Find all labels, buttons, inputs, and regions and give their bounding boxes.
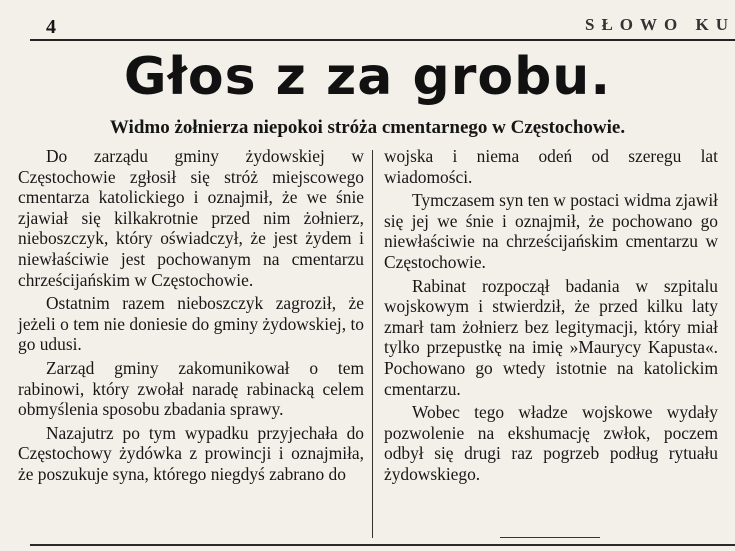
paragraph: Do zarządu gminy żydowskiej w Częstochowie zgłosił się stróż miejscowego cmentarza katolickiego i oznajmił, że we śnie zjawiał się kilkakrotnie przed nim żołnierz, nieboszczyk, który oświadczył, że jest żydem i niewłaściwie jest pochowanym na cmentarzu chrześcijańskim w Częstochowie. [18, 146, 364, 290]
column-divider [372, 150, 373, 538]
paragraph: Rabinat rozpoczął badania w szpitalu wojskowym i stwierdził, że przed kilku laty zmarł tam żołnierz bez legitymacji, który miał tylko przepustkę na imię »Maurycy Kapusta«. Pochowano go wtedy istotnie na katolickim cmentarzu. [384, 275, 718, 399]
page-header [0, 0, 735, 40]
paragraph: Nazajutrz po tym wypadku przyjechała do Częstochowy żydówka z prowincji i oznajmiła, że poszukuje syna, którego niegdyś zabrano do [18, 422, 364, 484]
paragraph: Wobec tego władze wojskowe wydały pozwolenie na ekshumację zwłok, poczem odbył się drugi raz pogrzeb podług rytuału żydowskiego. [384, 402, 718, 484]
paragraph: Tymczasem syn ten w postaci widma zjawił się jej we śnie i oznajmił, że pochowano go niewłaściwie na chrześcijańskim cmentarzu w Częstochowie. [384, 190, 718, 272]
article-column-left [18, 146, 364, 488]
article-subheadline: Widmo żołnierza niepokoi stróża cmentarnego w Częstochowie. [109, 117, 626, 138]
article-column-right [384, 146, 718, 488]
header-rule [30, 39, 735, 41]
article-end-rule [500, 537, 600, 538]
newspaper-name: SŁOWO KU [585, 15, 735, 34]
paragraph-continuation: wojska i niema odeń od szeregu lat wiadomości. [384, 146, 718, 187]
article-headline: Głos z za grobu. [123, 47, 612, 107]
page-number: 4 [46, 16, 56, 38]
paragraph: Ostatnim razem nieboszczyk zagroził, że jeżeli o tem nie doniesie do gminy żydowskiej, to go udusi. [18, 293, 364, 355]
paragraph: Zarząd gminy zakomunikował o tem rabinowi, który zwołał naradę rabinacką celem obmyślenia sposobu zbadania sprawy. [18, 357, 364, 420]
bottom-rule [30, 544, 735, 546]
